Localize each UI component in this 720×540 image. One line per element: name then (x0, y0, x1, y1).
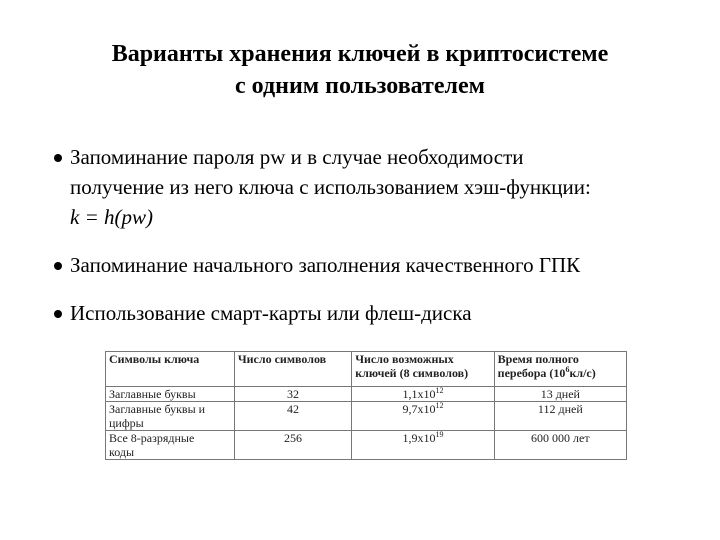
slide-title (40, 38, 680, 102)
cell-count: 32 (234, 387, 351, 402)
cell-symbols: Заглавные буквы и цифры (106, 402, 235, 431)
bullet-dot-icon (54, 262, 62, 270)
cell-count: 42 (234, 402, 351, 431)
header-keys: Число возможных ключей (8 символов) (352, 352, 494, 387)
cell-time: 13 дней (494, 387, 626, 402)
bullet-1-formula: k = h(pw) (70, 205, 153, 229)
bullet-1-line-2: получение из него ключа с использованием хэш-функции: (70, 175, 591, 199)
key-space-table (105, 351, 627, 460)
table-header-row (106, 352, 627, 387)
table-row (106, 387, 627, 402)
header-count: Число символов (234, 352, 351, 387)
header-time: Время полного перебора $(10^6кл/с)$ (494, 352, 626, 387)
table-row (106, 402, 627, 431)
title-line-2: с одним пользователем (235, 73, 485, 99)
cell-time: 600 000 лет (494, 431, 626, 460)
cell-keys: $9,7x10^{12}$ (352, 402, 494, 431)
bullet-3-text: Использование смарт-карты или флеш-диска (70, 301, 472, 325)
bullet-list (50, 142, 700, 346)
cell-keys: $1,1x10^{12}$ (352, 387, 494, 402)
bullet-item-password (50, 142, 700, 232)
cell-symbols: Все 8-разрядные коды (106, 431, 235, 460)
title-line-1: Варианты хранения ключей в криптосистеме (111, 41, 609, 67)
cell-time: 112 дней (494, 402, 626, 431)
bullet-2-text: Запоминание начального заполнения качественного ГПК (70, 253, 581, 277)
header-symbols: Символы ключа (106, 352, 235, 387)
cell-symbols: Заглавные буквы (106, 387, 235, 402)
bullet-item-smartcard (50, 298, 700, 328)
cell-keys: $1,9x10^{19}$ (352, 431, 494, 460)
table-row (106, 431, 627, 460)
bullet-item-prng (50, 250, 700, 280)
bullet-dot-icon (54, 310, 62, 318)
cell-count: 256 (234, 431, 351, 460)
bullet-dot-icon (54, 154, 62, 162)
bullet-1-line-1: Запоминание пароля pw и в случае необходимости (70, 145, 524, 169)
